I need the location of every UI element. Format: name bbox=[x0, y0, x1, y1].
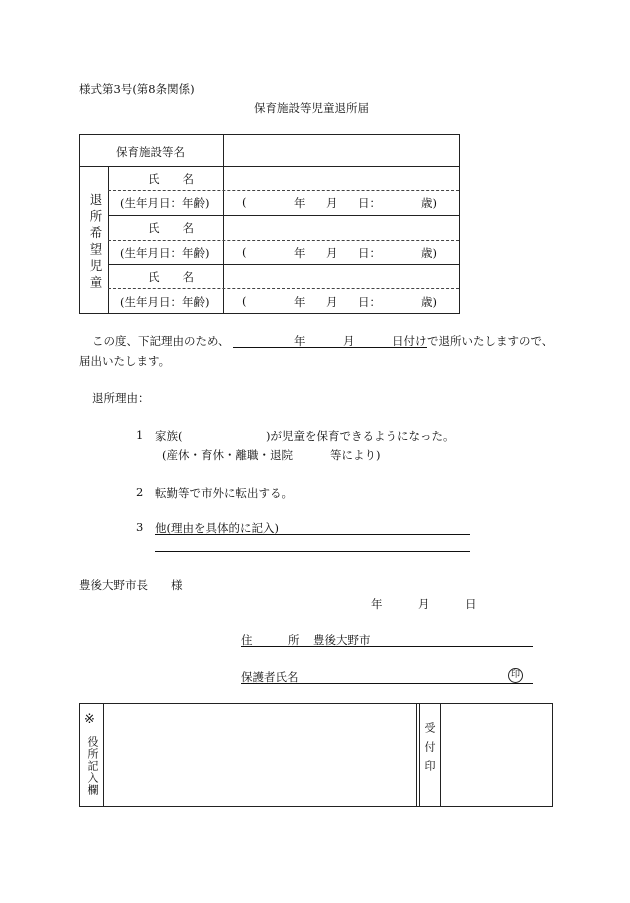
office-divider bbox=[416, 704, 420, 806]
date-day: 日 bbox=[465, 597, 477, 611]
child2-month: 月 bbox=[326, 246, 338, 260]
child-info-table bbox=[79, 134, 460, 314]
child3-age: 歳) bbox=[421, 295, 437, 309]
reason2-number: 2 bbox=[136, 485, 144, 499]
child1-day: 日： bbox=[358, 196, 381, 210]
address-value: 豊後大野市 bbox=[313, 633, 371, 647]
facility-name-label: 保育施設等名 bbox=[116, 145, 185, 159]
reason3-line2[interactable] bbox=[155, 551, 470, 552]
child3-day: 日： bbox=[358, 295, 381, 309]
child2-dob-open: ( bbox=[242, 245, 247, 259]
office-note-mark: ※ bbox=[84, 712, 95, 727]
child2-day: 日： bbox=[358, 246, 381, 260]
address-label-1: 住 bbox=[241, 633, 253, 647]
receipt-stamp-label: 受付印 bbox=[423, 722, 436, 779]
child3-month: 月 bbox=[326, 295, 338, 309]
child2-age: 歳) bbox=[421, 246, 437, 260]
child1-name-field[interactable] bbox=[226, 168, 456, 188]
child3-dob-open: ( bbox=[242, 294, 247, 308]
child3-name-field[interactable] bbox=[226, 266, 456, 286]
document-title: 保育施設等児童退所届 bbox=[254, 101, 369, 115]
child1-year: 年 bbox=[294, 196, 306, 210]
reason1-number: 1 bbox=[136, 428, 144, 442]
child1-dob-open: ( bbox=[242, 195, 247, 209]
reason1-text: 家族( bbox=[155, 429, 183, 443]
child3-dob-label: (生年月日：年齢) bbox=[120, 295, 210, 309]
receipt-stamp-area[interactable] bbox=[444, 706, 549, 804]
child2-year: 年 bbox=[294, 246, 306, 260]
date-month: 月 bbox=[418, 597, 430, 611]
child2-dob-label: (生年月日：年齢) bbox=[120, 246, 210, 260]
body-line2: 届出いたします。 bbox=[79, 354, 171, 368]
office-use-label: 役所記入欄 bbox=[86, 736, 99, 796]
form-number: 様式第3号(第8条関係) bbox=[79, 82, 195, 96]
guardian-name-field[interactable] bbox=[241, 683, 533, 684]
reason1-subtext-after: 等により) bbox=[330, 448, 381, 462]
child2-name-field[interactable] bbox=[226, 217, 456, 237]
seal-mark: 印 bbox=[508, 668, 523, 683]
address-label-2: 所 bbox=[288, 633, 300, 647]
child1-name-label: 氏 名 bbox=[148, 172, 194, 186]
office-use-box bbox=[79, 703, 553, 807]
child1-month: 月 bbox=[326, 196, 338, 210]
body-line1-year: 年 bbox=[294, 334, 306, 348]
child3-year: 年 bbox=[294, 295, 306, 309]
reason2-text: 転勤等で市外に転出する。 bbox=[155, 486, 293, 500]
child3-name-label: 氏 名 bbox=[148, 270, 194, 284]
withdrawing-children-label: 退所希望児童 bbox=[88, 193, 103, 292]
reason-label: 退所理由： bbox=[92, 391, 150, 405]
child2-name-label: 氏 名 bbox=[148, 221, 194, 235]
body-line1-month: 月 bbox=[343, 334, 355, 348]
body-line1-prefix: この度、下記理由のため、 bbox=[92, 334, 230, 348]
reason1-family-field[interactable] bbox=[192, 426, 264, 442]
guardian-name-label: 保護者氏名 bbox=[241, 670, 299, 684]
body-line1-day: 日付け bbox=[392, 334, 427, 348]
facility-name-field[interactable] bbox=[226, 137, 456, 164]
body-line1-suffix: で退所いたしますので、 bbox=[427, 334, 554, 348]
child1-dob-label: (生年月日：年齢) bbox=[120, 196, 210, 210]
reason1-text-after: )が児童を保育できるようになった。 bbox=[266, 429, 455, 443]
reason3-number: 3 bbox=[136, 520, 144, 534]
addressee: 豊後大野市長 様 bbox=[79, 578, 183, 592]
child1-age: 歳) bbox=[421, 196, 437, 210]
office-use-field[interactable] bbox=[107, 706, 412, 804]
reason1-subtext: (産休・育休・離職・退院 bbox=[162, 448, 293, 462]
reason3-line1[interactable] bbox=[155, 534, 470, 535]
address-field[interactable] bbox=[241, 646, 533, 647]
date-year: 年 bbox=[371, 597, 383, 611]
reason3-text: 他(理由を具体的に記入) bbox=[155, 521, 279, 535]
